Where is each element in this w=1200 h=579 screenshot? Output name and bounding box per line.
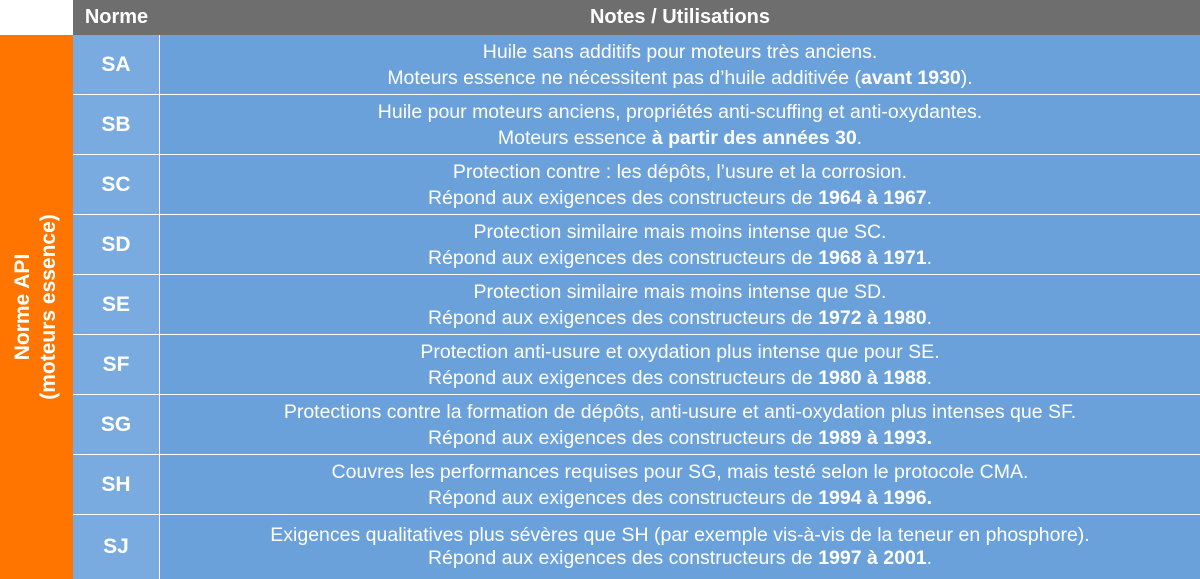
norm-code: SG — [73, 395, 160, 454]
note-line1: Exigences qualitatives plus sévères que SH (par exemple vis-à-vis de la teneur en phosphore). — [270, 524, 1090, 546]
note-line1: Huile sans additifs pour moteurs très anciens. — [482, 40, 878, 63]
note-line2-pre: Répond aux exigences des constructeurs de — [427, 426, 819, 449]
table-row — [73, 335, 1200, 395]
norm-note — [160, 515, 1200, 579]
norm-note — [160, 395, 1200, 454]
note-line1: Protection similaire mais moins intense que SD. — [473, 280, 887, 303]
note-line2 — [160, 185, 1200, 211]
norm-code: SH — [73, 455, 160, 514]
norm-note — [160, 335, 1200, 394]
note-line2-bold: 1980 à 1988 — [818, 366, 927, 389]
note-line1: Protection contre : les dépôts, l’usure et la corrosion. — [452, 160, 908, 183]
norm-code: SA — [73, 35, 160, 94]
note-line2-post: ). — [960, 66, 973, 89]
note-line1: Protection similaire mais moins intense que SC. — [473, 220, 887, 243]
norm-note — [160, 455, 1200, 514]
header-norme: Norme — [84, 6, 149, 28]
note-line2-bold: avant 1930 — [861, 66, 961, 89]
note-line2-bold: 1964 à 1967 — [818, 186, 927, 209]
note-line2-pre: Répond aux exigences des constructeurs de — [427, 486, 819, 509]
header-notes: Notes / Utilisations — [589, 6, 771, 28]
table-row — [73, 395, 1200, 455]
table-row — [73, 275, 1200, 335]
note-line2 — [160, 485, 1200, 511]
norm-code: SJ — [73, 515, 160, 579]
note-line2 — [160, 245, 1200, 271]
table-row — [73, 215, 1200, 275]
side-label-line2: (moteurs essence) — [37, 214, 60, 400]
note-line1: Couvres les performances requises pour SG, mais testé selon le protocole CMA. — [331, 460, 1029, 483]
note-line2-bold: à partir des années 30 — [651, 126, 857, 149]
note-line2-post: . — [926, 246, 933, 269]
note-line2-pre: Moteurs essence — [497, 126, 652, 149]
note-line2-bold: 1994 à 1996. — [818, 486, 933, 509]
norm-note — [160, 215, 1200, 274]
norm-note — [160, 35, 1200, 94]
norm-code: SF — [73, 335, 160, 394]
note-line2-pre: Moteurs essence ne nécessitent pas d’huile additivée ( — [387, 66, 862, 89]
note-line2-pre: Répond aux exigences des constructeurs de — [427, 366, 819, 389]
norm-code: SB — [73, 95, 160, 154]
side-label-cell — [0, 35, 73, 579]
table-row — [73, 155, 1200, 215]
note-line2-bold: 1972 à 1980 — [818, 306, 927, 329]
note-line2 — [160, 125, 1200, 151]
note-line2-bold: 1989 à 1993. — [818, 426, 933, 449]
note-line2-bold: 1968 à 1971 — [818, 246, 927, 269]
table-row — [73, 455, 1200, 515]
note-line2-post: . — [926, 366, 933, 389]
note-line2-pre: Répond aux exigences des constructeurs de — [427, 246, 819, 269]
table-row — [73, 515, 1200, 579]
note-line1: Huile pour moteurs anciens, propriétés anti-scuffing et anti-oxydantes. — [377, 100, 983, 123]
table-row — [73, 95, 1200, 155]
note-line2 — [160, 65, 1200, 91]
norm-code: SD — [73, 215, 160, 274]
side-label — [10, 214, 62, 400]
note-line2-pre: Répond aux exigences des constructeurs de — [427, 306, 819, 329]
note-line2 — [160, 425, 1200, 451]
note-line2-pre: Répond aux exigences des constructeurs de — [427, 547, 819, 569]
note-line2-pre: Répond aux exigences des constructeurs de — [427, 186, 819, 209]
note-line1: Protections contre la formation de dépôts, anti-usure et anti-oxydation plus intenses que SF. — [283, 400, 1077, 423]
norm-note — [160, 155, 1200, 214]
table-header — [73, 0, 1200, 35]
norm-code: SC — [73, 155, 160, 214]
note-line2 — [160, 305, 1200, 331]
note-line2-bold: 1997 à 2001 — [818, 547, 927, 569]
note-line2 — [160, 365, 1200, 391]
note-line2-post: . — [926, 186, 933, 209]
table-row — [73, 35, 1200, 95]
table-body — [73, 35, 1200, 579]
norm-code: SE — [73, 275, 160, 334]
norm-note — [160, 275, 1200, 334]
note-line2 — [160, 547, 1200, 570]
note-line2-post: . — [926, 306, 933, 329]
note-line1: Protection anti-usure et oxydation plus intense que pour SE. — [420, 340, 940, 363]
note-line2-post: . — [856, 126, 863, 149]
note-line2-post: . — [926, 547, 933, 569]
norm-note — [160, 95, 1200, 154]
side-label-line1: Norme API — [11, 253, 34, 361]
